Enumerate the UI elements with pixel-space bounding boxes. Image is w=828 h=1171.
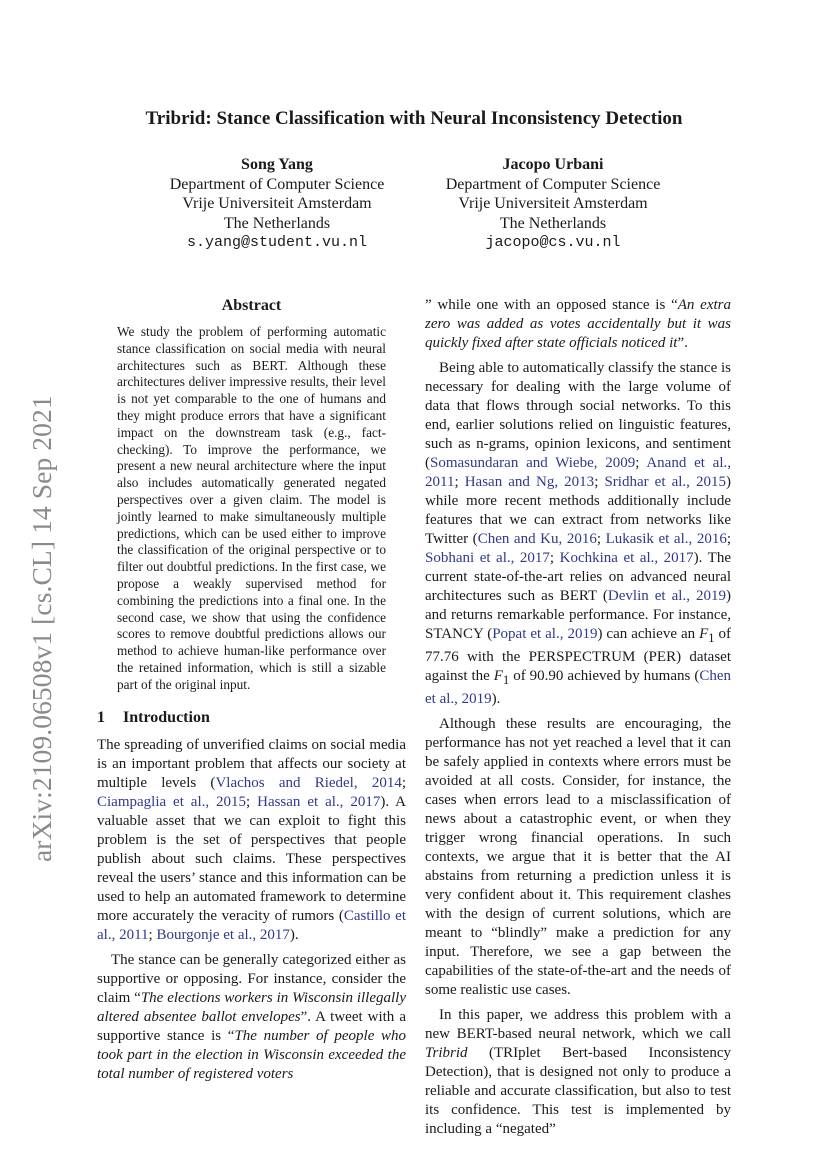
paragraph-text: of 90.90 achieved by humans ( xyxy=(509,668,700,684)
citation-link[interactable]: Kochkina et al., 2017 xyxy=(559,550,694,566)
intro-paragraph-3 xyxy=(425,359,731,709)
method-name: Tribrid xyxy=(425,1045,468,1061)
paragraph-text: ; xyxy=(148,926,157,943)
paragraph-text: ; xyxy=(635,455,647,471)
paragraph-text: ). A valuable asset that we can exploit to fight this problem is the set of perspectives that people publish about such claims. These perspectives reveal the users’ stance and this information can be used to help an automated framework to determine more accurately the veracity of rumors ( xyxy=(97,793,406,924)
paragraph-text: The stance can be generally categorized either as supportive or opposing. For instance, consider the claim “ xyxy=(97,951,406,1006)
paragraph-text: ” while one with an opposed stance is “ xyxy=(425,297,678,313)
section-heading xyxy=(97,708,406,728)
paragraph-text: ; xyxy=(454,474,465,490)
quoted-claim: The elections workers in Wisconsin illegally altered absentee ballot envelopes xyxy=(97,989,406,1025)
citation-link[interactable]: Castillo et al., 2011 xyxy=(97,907,406,943)
quoted-tweet-supportive: The number of people who took part in the election in Wisconsin exceeded the total number of registered voters xyxy=(97,1027,407,1082)
citation-link[interactable]: Anand et al., 2011 xyxy=(425,455,731,490)
intro-paragraph-2 xyxy=(97,951,406,1084)
paragraph-text: ) and returns remarkable performance. For instance, STANCY ( xyxy=(425,588,731,642)
section-title: Introduction xyxy=(123,708,210,726)
author-block xyxy=(403,155,703,253)
citation-link[interactable]: Popat et al., 2019 xyxy=(492,626,598,642)
paragraph-text: ). The current state-of-the-art relies on advanced neural architectures such as BERT ( xyxy=(425,550,731,604)
paragraph-text: The spreading of unverified claims on social media is an important problem that affects our society at multiple levels ( xyxy=(97,736,406,791)
paragraph-text: ; xyxy=(246,793,258,810)
intro-paragraph-2-continued xyxy=(425,296,731,353)
citation-link[interactable]: Ciampaglia et al., 2015 xyxy=(97,793,247,810)
citation-link[interactable]: Sridhar et al., 2015 xyxy=(604,474,726,490)
citation-link[interactable]: Vlachos and Riedel, 2014 xyxy=(215,774,402,791)
abstract-text: We study the problem of performing automatic stance classification on social media with neural architectures such as BERT. Although these architectures deliver impressive results, their level is not yet comparable to the one of humans and they might produce errors that have a significant impact on the downstream task (e.g., fact-checking). To improve the performance, we present a new neural architecture where the input also includes automatically generated negated perspectives over a given claim. The model is jointly learned to make simultaneously multiple predictions, which can be used either to improve the classification of the original perspective or to filter out doubtful predictions. In the first case, we propose a weakly supervised method for combining the predictions into a final one. In the second case, we show that using the confidence scores to remove doubtful predictions allows our method to achieve human-like performance over the retained information, which is still a sizable part of the original input. xyxy=(117,324,386,692)
intro-paragraph-1 xyxy=(97,736,406,945)
intro-paragraph-4: Although these results are encouraging, the performance has not yet reached a level that it can be safely applied in contexts where errors must be avoided at all costs. Consider, for instance, the cases when errors lead to a misclassification of news about a catastrophic event, or when they trigger wrong financial operations. In such contexts, we argue that it is better that the AI abstains from returning a prediction unless it is very confident about it. This requirement clashes with the design of current solutions, which are meant to “blindly” make a prediction for any input. Therefore, we see a gap between the capabilities of the state-of-the-art and the needs of some realistic use cases. xyxy=(425,716,731,998)
author-department: Department of Computer Science xyxy=(169,175,385,193)
paragraph-text: (TRIplet Bert-based Inconsistency Detection), that is designed not only to produce a reliable and accurate classification, but also to test its confidence. This test is implemented by including a “negated” xyxy=(425,1045,731,1137)
paragraph-text: ) while more recent methods additionally include features that we can extract from networks like Twitter ( xyxy=(425,474,731,547)
arxiv-identifier: arXiv:2109.06508v1 [cs.CL] 14 Sep 2021 xyxy=(26,395,57,862)
paragraph-text: Being able to automatically classify the stance is necessary for dealing with the large volume of data that flows through social networks. To this end, earlier solutions relied on linguistic features, such as n-grams, opinion lexicons, and sentiment ( xyxy=(425,360,731,471)
right-column xyxy=(425,296,731,1139)
author-university: Vrije Universiteit Amsterdam xyxy=(182,195,372,212)
paragraph-text: ). xyxy=(289,926,299,943)
intro-paragraph-5 xyxy=(425,1006,731,1139)
paragraph-text: ). xyxy=(491,691,501,707)
f1-symbol: F xyxy=(699,626,709,642)
citation-link[interactable]: Sobhani et al., 2017 xyxy=(425,550,550,566)
section-number: 1 xyxy=(97,708,105,726)
citation-link[interactable]: Lukasik et al., 2016 xyxy=(605,531,727,547)
paragraph-text: ”. xyxy=(677,335,688,351)
author-country: The Netherlands xyxy=(223,214,331,232)
citation-link[interactable]: Devlin et al., 2019 xyxy=(607,588,726,604)
author-name: Song Yang xyxy=(241,156,313,173)
citation-link[interactable]: Hassan et al., 2017 xyxy=(257,793,381,810)
paragraph-text: ; xyxy=(549,550,560,566)
paragraph-text: ; xyxy=(596,531,606,547)
f1-subscript: 1 xyxy=(502,673,510,687)
paper-title: Tribrid: Stance Classification with Neural Inconsistency Detection xyxy=(145,108,683,129)
citation-link[interactable]: Chen and Ku, 2016 xyxy=(477,531,597,547)
quoted-tweet-opposed: An extra zero was added as votes accidentally but it was quickly fixed after state officials noticed it xyxy=(425,297,732,351)
paragraph-text: ; xyxy=(401,774,407,791)
paragraph-text: ; xyxy=(594,474,605,490)
author-email: jacopo@cs.vu.nl xyxy=(485,234,621,251)
author-email: s.yang@student.vu.nl xyxy=(186,234,368,251)
paragraph-text: ) can achieve an xyxy=(597,626,700,642)
author-university: Vrije Universiteit Amsterdam xyxy=(458,195,648,212)
citation-link[interactable]: Somasundaran and Wiebe, 2009 xyxy=(430,455,636,471)
citation-link[interactable]: Bourgonje et al., 2017 xyxy=(156,926,290,943)
f1-subscript: 1 xyxy=(708,631,715,645)
paragraph-text: ; xyxy=(726,531,731,547)
author-department: Department of Computer Science xyxy=(445,175,661,193)
paragraph-text: In this paper, we address this problem with a new BERT-based neural network, which we call xyxy=(425,1007,731,1042)
f1-symbol: F xyxy=(493,668,503,684)
author-country: The Netherlands xyxy=(499,214,607,232)
author-block xyxy=(127,155,427,253)
paragraph-text: of 77.76 with the PERSPECTRUM (PER) dataset against the xyxy=(425,626,731,684)
abstract-heading: Abstract xyxy=(221,297,282,314)
paragraph-text: ”. A tweet with a supportive stance is “ xyxy=(97,1008,406,1044)
author-name: Jacopo Urbani xyxy=(502,156,604,173)
left-column xyxy=(97,296,406,1084)
citation-link[interactable]: Chen et al., 2019 xyxy=(425,668,731,707)
citation-link[interactable]: Hasan and Ng, 2013 xyxy=(464,474,595,490)
